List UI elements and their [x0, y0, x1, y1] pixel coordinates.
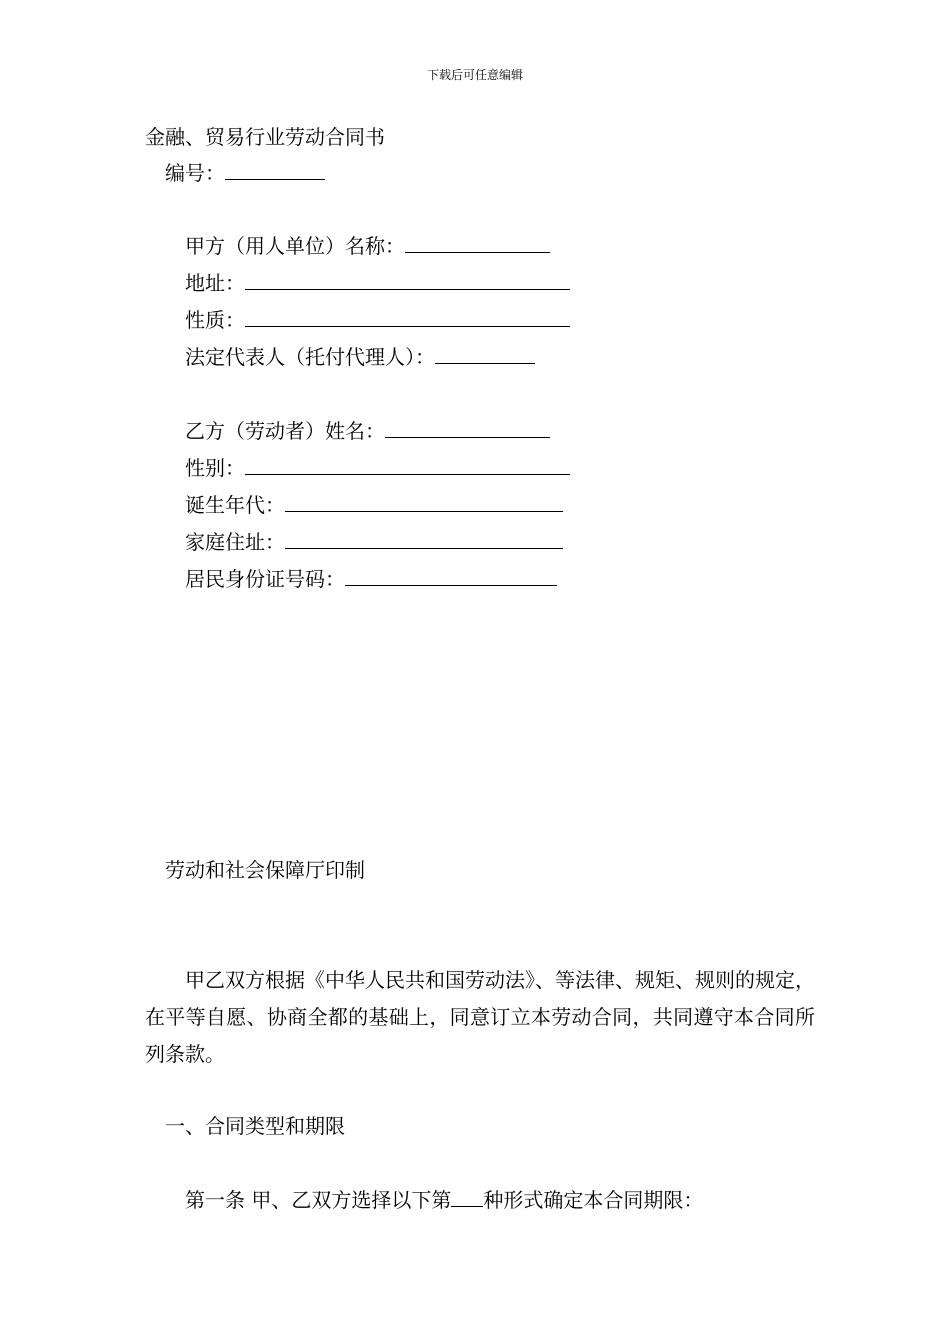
preamble-paragraph: 甲乙双方根据《中华人民共和国劳动法》、等法律、规矩、规则的规定，在平等自愿、协商全都的基础上，同意订立本劳动合同，共同遵守本合同所列条款。 [145, 968, 815, 1066]
party-b-home-blank[interactable] [285, 530, 563, 549]
party-b-gender-field [185, 455, 570, 481]
party-b-name-blank[interactable] [385, 419, 550, 438]
contract-number-blank[interactable] [225, 161, 325, 180]
party-a-address-label: 地址： [185, 271, 245, 295]
party-a-nature-blank[interactable] [245, 308, 570, 327]
party-a-name-blank[interactable] [405, 234, 550, 253]
article-1-prefix: 第一条 甲、乙双方选择以下第 [185, 1188, 452, 1212]
party-b-gender-label: 性别： [185, 456, 245, 480]
party-b-birth-label: 诞生年代： [185, 493, 285, 517]
section-heading-1: 一、合同类型和期限 [165, 1114, 345, 1138]
party-b-id-blank[interactable] [345, 567, 557, 586]
document-title: 金融、贸易行业劳动合同书 [145, 125, 385, 149]
party-a-name-label: 甲方（用人单位）名称： [185, 234, 405, 258]
party-a-address-field [185, 270, 570, 296]
party-b-id-label: 居民身份证号码： [185, 567, 345, 591]
party-a-rep-blank[interactable] [435, 345, 535, 364]
issuer-line: 劳动和社会保障厅印制 [165, 858, 365, 882]
party-b-birth-field [185, 492, 563, 518]
article-1-option-blank[interactable] [451, 1188, 483, 1207]
party-b-home-field [185, 529, 563, 555]
party-b-home-label: 家庭住址： [185, 530, 285, 554]
party-a-nature-label: 性质： [185, 308, 245, 332]
party-a-rep-label: 法定代表人（托付代理人）： [185, 345, 435, 369]
party-b-name-field [185, 418, 550, 444]
party-a-name-field [185, 233, 550, 259]
contract-number-field [165, 160, 325, 186]
party-b-gender-blank[interactable] [245, 456, 570, 475]
party-b-birth-blank[interactable] [285, 493, 563, 512]
party-b-id-field [185, 566, 557, 592]
contract-number-label: 编号： [165, 161, 225, 185]
party-a-nature-field [185, 307, 570, 333]
page-header: 下载后可任意编辑 [426, 68, 523, 82]
party-a-rep-field [185, 344, 535, 370]
article-1-suffix: 种形式确定本合同期限： [483, 1188, 704, 1212]
article-1 [185, 1187, 703, 1213]
party-b-name-label: 乙方（劳动者）姓名： [185, 419, 385, 443]
party-a-address-blank[interactable] [245, 271, 570, 290]
